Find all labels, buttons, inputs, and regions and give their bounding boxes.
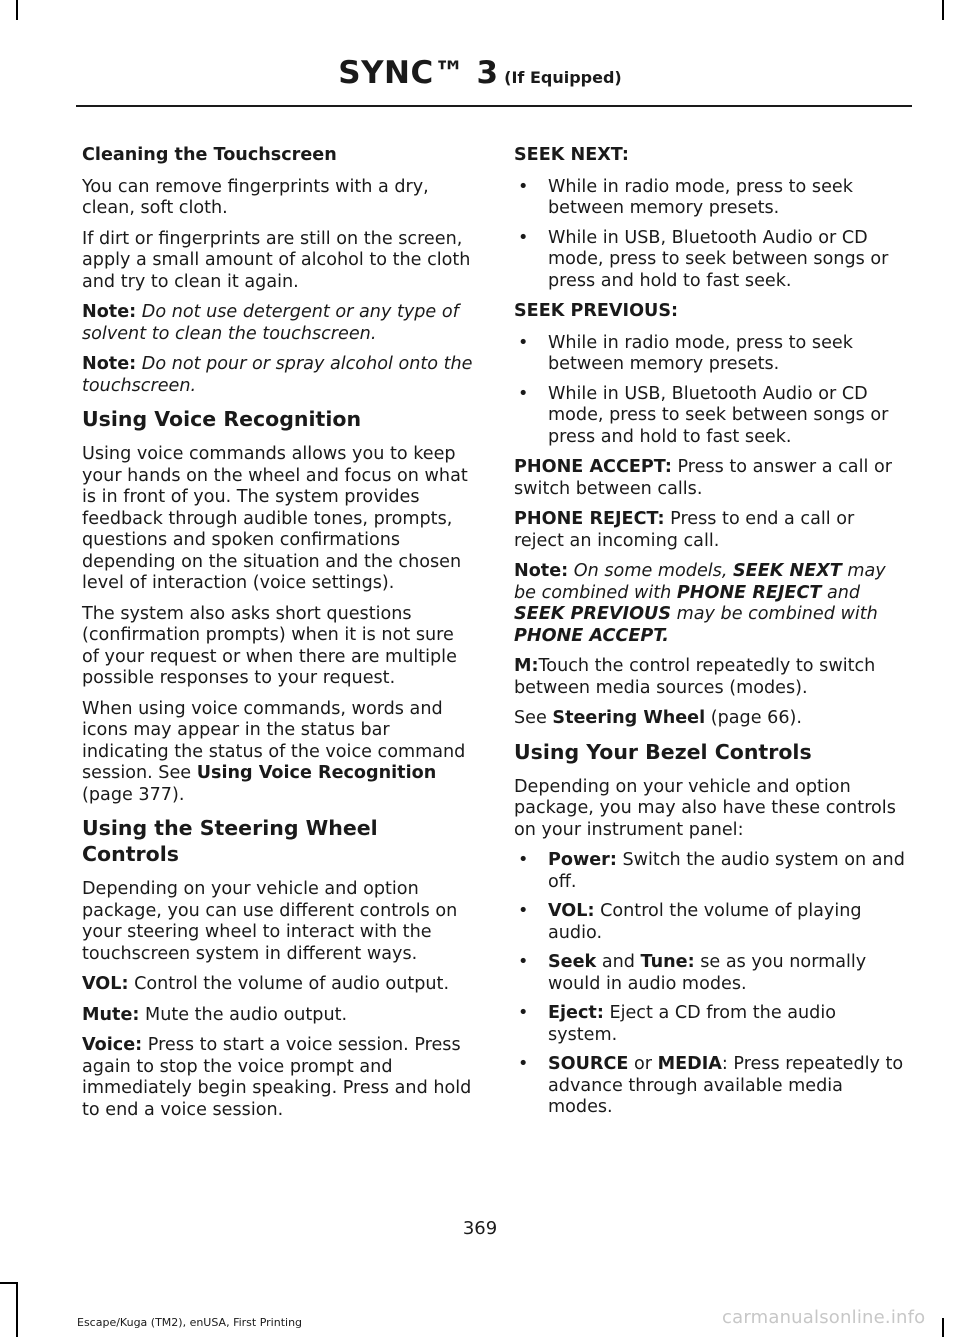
eject-text: Eject a CD from the audio system. bbox=[548, 1003, 836, 1045]
bezel-controls-list bbox=[514, 850, 908, 1119]
list-item bbox=[514, 1003, 908, 1046]
note-alcohol bbox=[82, 354, 476, 397]
left-column bbox=[82, 145, 476, 1130]
header-title: SYNC™ 3 bbox=[338, 55, 499, 91]
cleaning-paragraph-2: If dirt or fingerprints are still on the screen, apply a small amount of alcohol to the cloth and try to clean it again. bbox=[82, 228, 471, 292]
cleaning-heading: Cleaning the Touchscreen bbox=[82, 145, 337, 165]
list-item bbox=[514, 228, 908, 293]
crop-mark-bottom-left-h bbox=[0, 1282, 18, 1284]
list-item bbox=[514, 901, 908, 944]
note-bold: PHONE REJECT bbox=[676, 582, 822, 603]
media-text: : Press repeatedly to advance through available media modes. bbox=[548, 1054, 904, 1117]
seek-label: Seek bbox=[548, 952, 597, 972]
note-bold: SEEK NEXT bbox=[733, 561, 842, 581]
note-text: Do not pour or spray alcohol onto the touchscreen. bbox=[82, 354, 473, 396]
list-item bbox=[514, 177, 908, 220]
seek-next-heading: SEEK NEXT: bbox=[514, 145, 629, 165]
media-label: MEDIA bbox=[657, 1054, 722, 1074]
seek-previous-list bbox=[514, 333, 908, 449]
bullet-icon: • bbox=[518, 901, 529, 921]
phone-reject-item bbox=[514, 509, 908, 552]
list-item bbox=[514, 850, 908, 893]
header-subtitle: (If Equipped) bbox=[498, 68, 622, 87]
vol-text: Control the volume of audio output. bbox=[128, 974, 450, 994]
see-steering-wheel bbox=[514, 708, 908, 730]
eject-label: Eject: bbox=[548, 1003, 604, 1023]
crop-mark-top-left bbox=[16, 0, 18, 20]
note-combined-controls bbox=[514, 561, 908, 647]
phone-reject-label: PHONE REJECT: bbox=[514, 509, 665, 529]
steering-paragraph-1: Depending on your vehicle and option package, you can use different controls on your steering wheel to interact with the touchscreen system in different ways. bbox=[82, 879, 458, 964]
voice-paragraph-1: Using voice commands allows you to keep your hands on the wheel and focus on what is in front of you. The system provides feedback through audible tones, prompts, questions and spoken confirmations depending on the situation and the chosen level of interaction (voice settings). bbox=[82, 444, 468, 593]
list-item-text: While in USB, Bluetooth Audio or CD mode, press to seek between songs or press and hold to fast seek. bbox=[548, 383, 889, 447]
list-item bbox=[514, 333, 908, 376]
voice-item bbox=[82, 1035, 476, 1121]
footer-text: Escape/Kuga (TM2), enUSA, First Printing bbox=[77, 1316, 303, 1329]
vol-text: Control the volume of playing audio. bbox=[548, 901, 862, 943]
note-text: may be combined with bbox=[671, 604, 878, 624]
bullet-icon: • bbox=[518, 1054, 529, 1074]
vol-item bbox=[82, 974, 476, 996]
voice-paragraph-2: The system also asks short questions (confirmation prompts) when it is not sure of your request or when there are multiple possible responses to your request. bbox=[82, 603, 457, 688]
bullet-icon: • bbox=[518, 383, 529, 404]
crop-mark-bottom-left bbox=[16, 1282, 18, 1337]
power-text: Switch the audio system on and off. bbox=[548, 850, 905, 892]
note-text: Do not use detergent or any type of solvent to clean the touchscreen. bbox=[82, 302, 459, 344]
bullet-icon: • bbox=[518, 1003, 529, 1023]
bezel-controls-heading: Using Your Bezel Controls bbox=[514, 739, 812, 764]
note-label: Note: bbox=[82, 354, 137, 374]
page-header bbox=[0, 55, 960, 91]
right-column bbox=[514, 145, 908, 1128]
seek-previous-heading: SEEK PREVIOUS: bbox=[514, 301, 679, 321]
bezel-paragraph-1: Depending on your vehicle and option package, you may also have these controls on your instrument panel: bbox=[514, 776, 896, 840]
note-detergent bbox=[82, 302, 476, 345]
m-text: Touch the control repeatedly to switch between media sources (modes). bbox=[514, 656, 876, 698]
crop-mark-bottom-right bbox=[942, 1318, 944, 1337]
list-item bbox=[514, 384, 908, 449]
note-text: may be combined with bbox=[514, 561, 886, 603]
list-item-text: While in radio mode, press to seek between memory presets. bbox=[548, 332, 853, 374]
vol-label: VOL: bbox=[82, 974, 129, 994]
list-item bbox=[514, 1054, 908, 1119]
phone-accept-label: PHONE ACCEPT: bbox=[514, 457, 672, 477]
voice-recognition-link[interactable]: Using Voice Recognition bbox=[196, 763, 437, 783]
list-item-text: While in USB, Bluetooth Audio or CD mode, press to seek between songs or press and hold to fast seek. bbox=[548, 227, 889, 291]
see-text: See bbox=[514, 708, 553, 728]
see-page: (page 66). bbox=[705, 708, 802, 728]
source-or: or bbox=[628, 1054, 658, 1074]
m-label: M: bbox=[514, 656, 539, 676]
steering-controls-heading: Using the Steering Wheel Controls bbox=[82, 816, 378, 866]
phone-accept-item bbox=[514, 457, 908, 500]
seek-and: and bbox=[596, 952, 641, 972]
vol-label: VOL: bbox=[548, 901, 595, 921]
crop-mark-top-right bbox=[942, 0, 944, 20]
bullet-icon: • bbox=[518, 227, 529, 248]
voice-label: Voice: bbox=[82, 1035, 143, 1055]
source-label: SOURCE bbox=[548, 1054, 629, 1074]
voice-text: Press to start a voice session. Press again to stop the voice prompt and immediately begin speaking. Press and hold to end a voice session. bbox=[82, 1035, 472, 1120]
list-item-text: While in radio mode, press to seek between memory presets. bbox=[548, 176, 853, 218]
note-text: On some models, bbox=[568, 561, 734, 581]
bullet-icon: • bbox=[518, 332, 529, 353]
bullet-icon: • bbox=[518, 176, 529, 197]
watermark: carmanualsonline.info bbox=[722, 1307, 926, 1328]
note-bold: SEEK PREVIOUS bbox=[514, 604, 672, 624]
mute-item bbox=[82, 1005, 476, 1027]
bullet-icon: • bbox=[518, 952, 529, 972]
voice-p3-text: When using voice commands, words and icons may appear in the status bar indicating the status of the voice command session. See bbox=[82, 698, 466, 783]
steering-wheel-link[interactable]: Steering Wheel bbox=[552, 708, 706, 728]
header-rule bbox=[76, 105, 912, 107]
voice-paragraph-3 bbox=[82, 699, 476, 807]
phone-reject-text: Press to end a call or reject an incoming call. bbox=[514, 509, 855, 551]
mute-text: Mute the audio output. bbox=[139, 1004, 348, 1025]
bullet-icon: • bbox=[518, 850, 529, 870]
voice-p3-page: (page 377). bbox=[82, 784, 185, 805]
page-number: 369 bbox=[462, 1218, 498, 1239]
mute-label: Mute: bbox=[82, 1004, 140, 1025]
note-label: Note: bbox=[514, 561, 569, 581]
note-label: Note: bbox=[82, 302, 137, 322]
tune-text: se as you normally would in audio modes. bbox=[548, 952, 867, 994]
tune-label: Tune: bbox=[640, 952, 695, 972]
power-label: Power: bbox=[548, 850, 617, 870]
cleaning-paragraph-1: You can remove fingerprints with a dry, clean, soft cloth. bbox=[82, 176, 429, 218]
note-text: and bbox=[821, 582, 861, 603]
voice-recognition-heading: Using Voice Recognition bbox=[82, 407, 362, 431]
m-item bbox=[514, 656, 908, 699]
phone-accept-text: Press to answer a call or switch between calls. bbox=[514, 457, 892, 499]
note-bold: PHONE ACCEPT. bbox=[514, 625, 669, 646]
seek-next-list bbox=[514, 177, 908, 293]
list-item bbox=[514, 952, 908, 995]
